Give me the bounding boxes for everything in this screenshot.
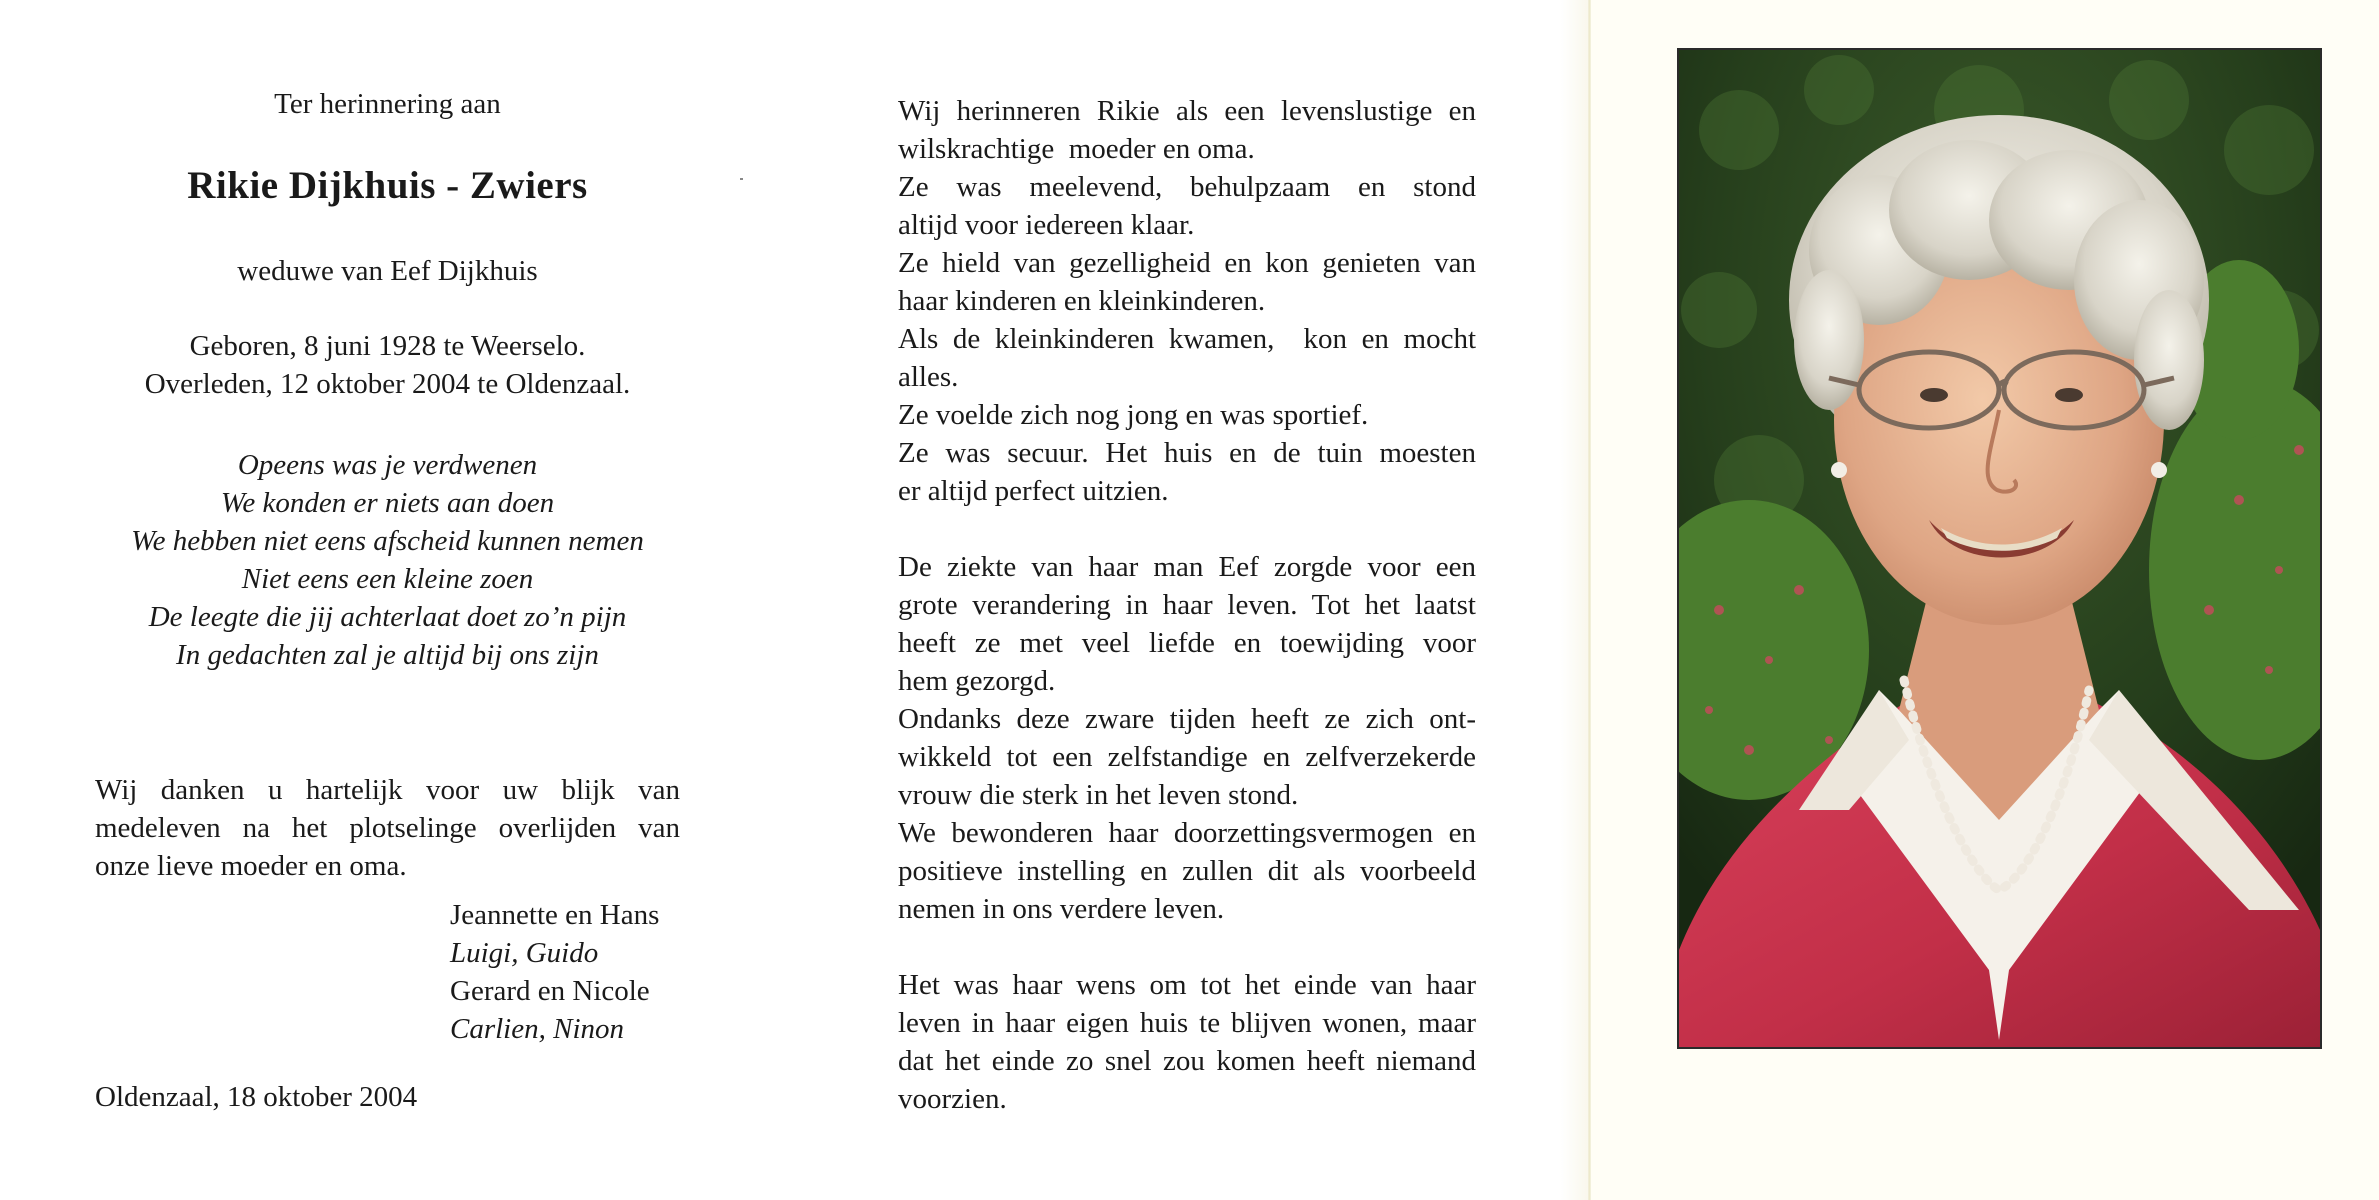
thanks-line: medeleven na het plotselinge overlijden van bbox=[95, 812, 680, 844]
thank-you-text bbox=[95, 771, 680, 885]
tribute-line: leven in haar eigen huis te blijven wonen, maar bbox=[898, 1007, 1476, 1039]
tribute-line: dat het einde zo snel zou komen heeft niemand bbox=[898, 1045, 1476, 1077]
tribute-line: Ze was meelevend, behulpzaam en stond bbox=[898, 171, 1476, 203]
poem-line: Niet eens een kleine zoen bbox=[241, 563, 534, 595]
poem-line: We konden er niets aan doen bbox=[220, 487, 555, 519]
thanks-line: onze lieve moeder en oma. bbox=[95, 850, 407, 882]
family-name: Jeannette en Hans bbox=[450, 899, 660, 931]
paragraph-gap bbox=[898, 928, 1476, 966]
poem-line: In gedachten zal je altijd bij ons zijn bbox=[176, 639, 599, 671]
tribute-line: hem gezorgd. bbox=[898, 665, 1056, 697]
birth-line: Geboren, 8 juni 1928 te Weerselo. bbox=[189, 330, 586, 362]
page-fold-shadow bbox=[1560, 0, 1588, 1200]
grandchildren-names: Luigi, Guido bbox=[450, 937, 599, 969]
tribute-line: Ze hield van gezelligheid en kon genieten van bbox=[898, 247, 1476, 279]
tribute-line: Ze voelde zich nog jong en was sportief. bbox=[898, 399, 1369, 431]
tribute-line: Als de kleinkinderen kwamen, kon en mocht bbox=[898, 323, 1476, 355]
tribute-line: er altijd perfect uitzien. bbox=[898, 475, 1169, 507]
poem-line: Opeens was je verdwenen bbox=[237, 449, 538, 481]
tribute-line: De ziekte van haar man Eef zorgde voor een bbox=[898, 551, 1476, 583]
tribute-line: positieve instelling en zullen dit als voorbeeld bbox=[898, 855, 1476, 887]
poem-line: We hebben niet eens afscheid kunnen nemen bbox=[131, 525, 644, 557]
tribute-line: altijd voor iedereen klaar. bbox=[898, 209, 1195, 241]
tribute-line: Ze was secuur. Het huis en de tuin moesten bbox=[898, 437, 1476, 469]
tribute-line: alles. bbox=[898, 361, 959, 393]
tribute-line: vrouw die sterk in het leven stond. bbox=[898, 779, 1299, 811]
poem-line: De leegte die jij achterlaat doet zo’n pijn bbox=[148, 601, 627, 633]
tribute-text bbox=[898, 92, 1476, 1118]
spouse-line: weduwe van Eef Dijkhuis bbox=[237, 255, 538, 287]
portrait-illustration bbox=[1679, 50, 2320, 1047]
death-line: Overleden, 12 oktober 2004 te Oldenzaal. bbox=[144, 368, 631, 400]
grandchildren-names: Carlien, Ninon bbox=[450, 1013, 625, 1045]
tribute-line: nemen in ons verdere leven. bbox=[898, 893, 1225, 925]
portrait-photo bbox=[1677, 48, 2322, 1049]
place-date: Oldenzaal, 18 oktober 2004 bbox=[95, 1081, 418, 1113]
deceased-name: Rikie Dijkhuis - Zwiers bbox=[187, 164, 588, 207]
tribute-line: wilskrachtige moeder en oma. bbox=[898, 133, 1255, 165]
tribute-line: Ondanks deze zware tijden heeft ze zich ont- bbox=[898, 703, 1476, 735]
tribute-line: We bewonderen haar doorzettingsvermogen en bbox=[898, 817, 1476, 849]
intro-text: Ter herinnering aan bbox=[274, 88, 501, 120]
tribute-line: Wij herinneren Rikie als een levenslustige en bbox=[898, 95, 1476, 127]
poem bbox=[95, 446, 680, 674]
tribute-line: voorzien. bbox=[898, 1083, 1007, 1115]
tribute-line: wikkeld tot een zelfstandige en zelfverzekerde bbox=[898, 741, 1476, 773]
family-signatures bbox=[450, 896, 750, 1048]
tribute-line: haar kinderen en kleinkinderen. bbox=[898, 285, 1266, 317]
page-fold bbox=[1588, 0, 1591, 1200]
paragraph-gap bbox=[898, 510, 1476, 548]
tribute-line: Het was haar wens om tot het einde van haar bbox=[898, 969, 1476, 1001]
tribute-line: grote verandering in haar leven. Tot het laatst bbox=[898, 589, 1476, 621]
family-name: Gerard en Nicole bbox=[450, 975, 650, 1007]
print-speck bbox=[740, 178, 743, 180]
thanks-line: Wij danken u hartelijk voor uw blijk van bbox=[95, 774, 680, 806]
tribute-line: heeft ze met veel liefde en toewijding voor bbox=[898, 627, 1476, 659]
